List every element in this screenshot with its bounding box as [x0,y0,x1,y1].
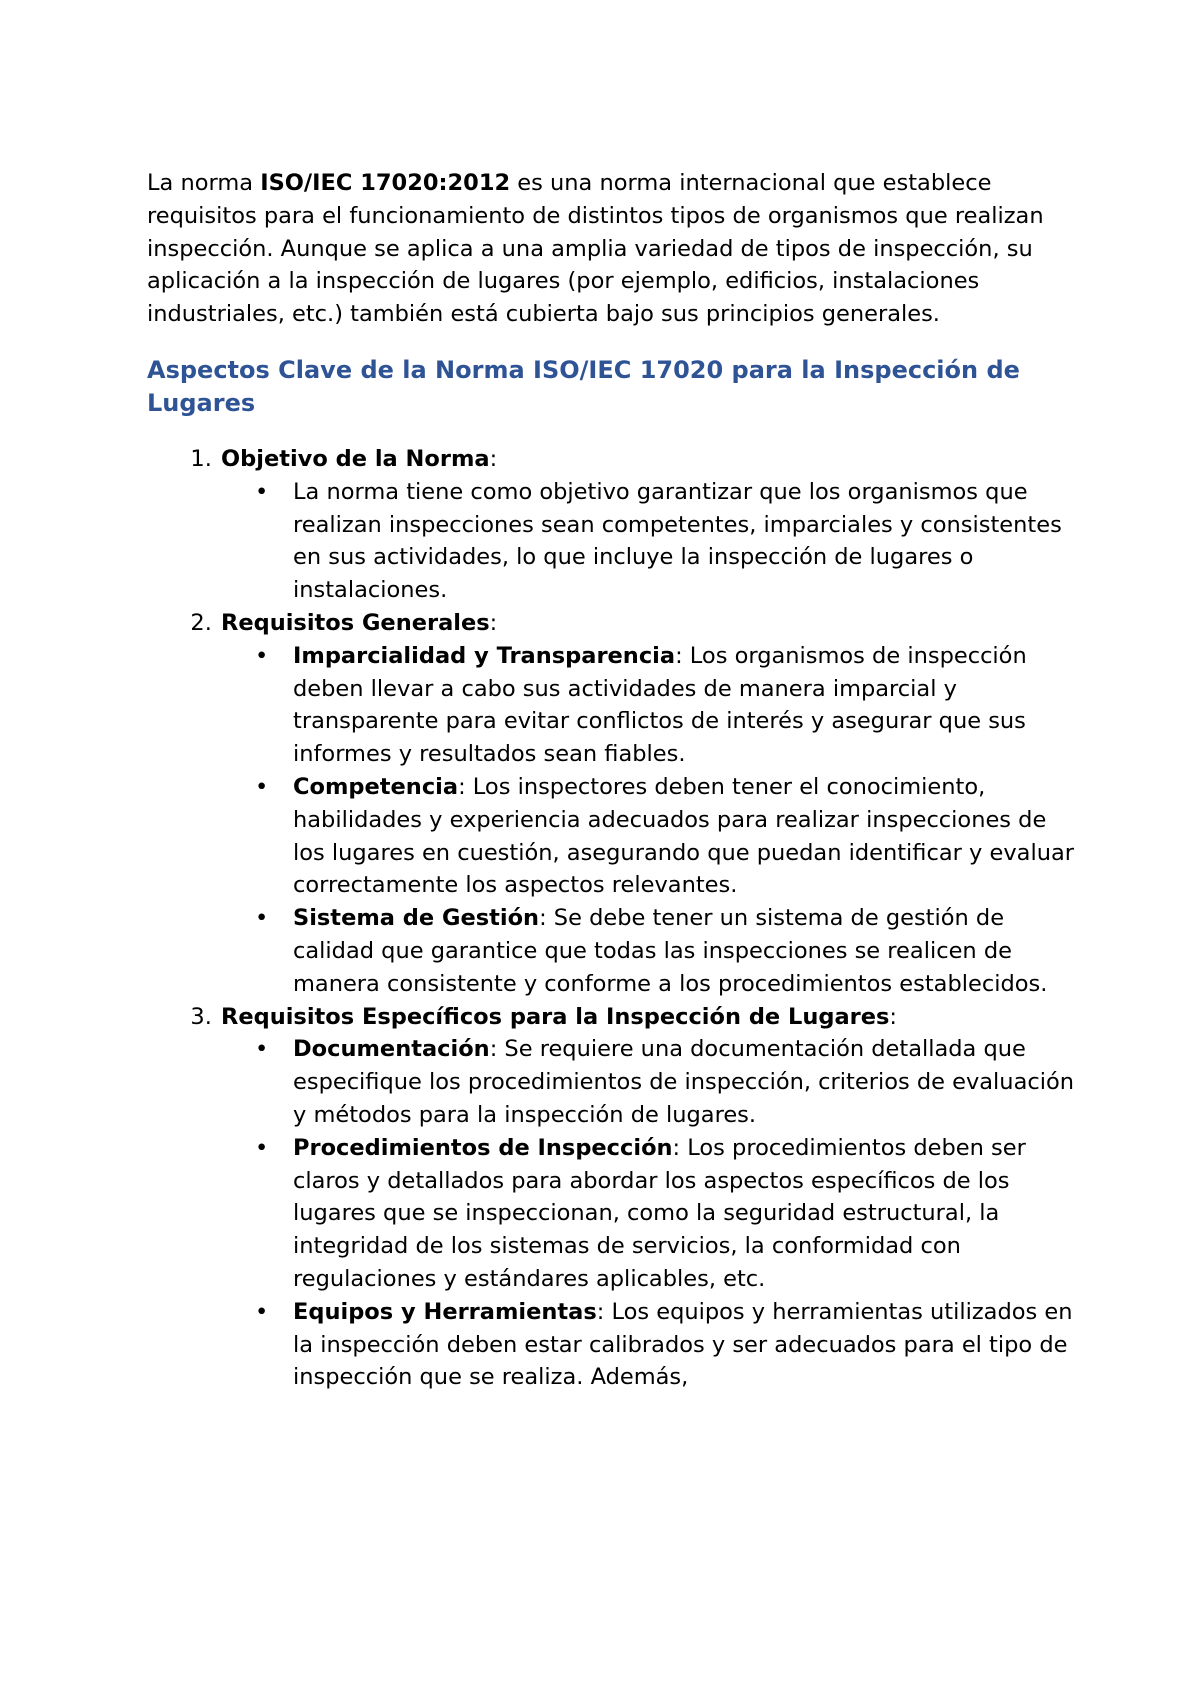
points-list [221,476,1077,607]
section-title: Requisitos Específicos para la Inspección de Lugares [221,1003,890,1030]
point-item [255,1296,1077,1394]
point-item [255,902,1077,1000]
point-term: Competencia [293,773,459,800]
bullet-icon: • [255,478,269,505]
section-suffix: : [489,609,498,636]
point-item [255,1132,1077,1296]
document-page [147,167,1077,1394]
bullet-icon: • [255,1036,269,1063]
point-item [255,1033,1077,1131]
point-term: Procedimientos de Inspección [293,1134,673,1161]
point-term: Documentación [293,1036,490,1063]
bullet-icon: • [255,1298,269,1325]
point-text: : Se requiere una documentación detallada que especifique los procedimientos de inspección, criterios de evaluación y métodos para la inspección de lugares. [293,1036,1075,1128]
point-item [255,771,1077,902]
point-text: : Los organismos de inspección deben llevar a cabo sus actividades de manera imparcial y transparente para evitar conflictos de interés y asegurar que sus informes y resultados sean fiables. [293,642,1027,768]
point-text: La norma tiene como objetivo garantizar que los organismos que realizan inspecciones sean competentes, imparciales y consistentes en sus actividades, lo que incluye la inspección de lugares o instalaciones. [293,478,1062,604]
sections-list [147,443,1077,1394]
section-title: Objetivo de la Norma [221,445,490,472]
intro-paragraph [147,167,1077,331]
bullet-icon: • [255,642,269,669]
point-term: Imparcialidad y Transparencia [293,642,676,669]
section-item [219,443,1077,607]
intro-standard: ISO/IEC 17020:2012 [260,170,511,196]
point-item [255,640,1077,771]
bullet-icon: • [255,773,269,800]
intro-prefix: La norma [147,170,261,196]
point-term: Sistema de Gestión [293,905,540,932]
points-list [221,640,1077,1001]
point-text: : Se debe tener un sistema de gestión de calidad que garantice que todas las inspecciones se realicen de manera consistente y conforme a los procedimientos establecidos. [293,905,1048,997]
bullet-icon: • [255,1134,269,1161]
intro-rest: es una norma internacional que establece requisitos para el funcionamiento de distintos tipos de organismos que realizan inspección. Aunque se aplica a una amplia variedad de tipos de inspección, su aplicación a la inspección de lugares (por ejemplo, edificios, instalaciones industriales, etc.) también está cubierta bajo sus principios generales. [147,170,1044,328]
point-term: Equipos y Herramientas [293,1298,597,1325]
section-item [219,607,1077,1001]
point-text: : Los inspectores deben tener el conocimiento, habilidades y experiencia adecuados para realizar inspecciones de los lugares en cuestión, asegurando que puedan identificar y evaluar correctamente los aspectos relevantes. [293,773,1075,899]
bullet-icon: • [255,905,269,932]
point-text: : Los procedimientos deben ser claros y detallados para abordar los aspectos específicos de los lugares que se inspeccionan, como la seguridad estructural, la integridad de los sistemas de servicios, la conformidad con regulaciones y estándares aplicables, etc. [293,1134,1026,1292]
section-heading: Aspectos Clave de la Norma ISO/IEC 17020 para la Inspección de Lugares [147,355,1020,417]
point-text: : Los equipos y herramientas utilizados en la inspección deben estar calibrados y ser adecuados para el tipo de inspección que se realiza. Además, [293,1298,1073,1391]
section-suffix: : [889,1003,898,1030]
section-suffix: : [489,445,498,472]
point-item [255,476,1077,607]
section-title: Requisitos Generales [221,609,490,636]
points-list [221,1033,1077,1394]
section-item [219,1001,1077,1395]
